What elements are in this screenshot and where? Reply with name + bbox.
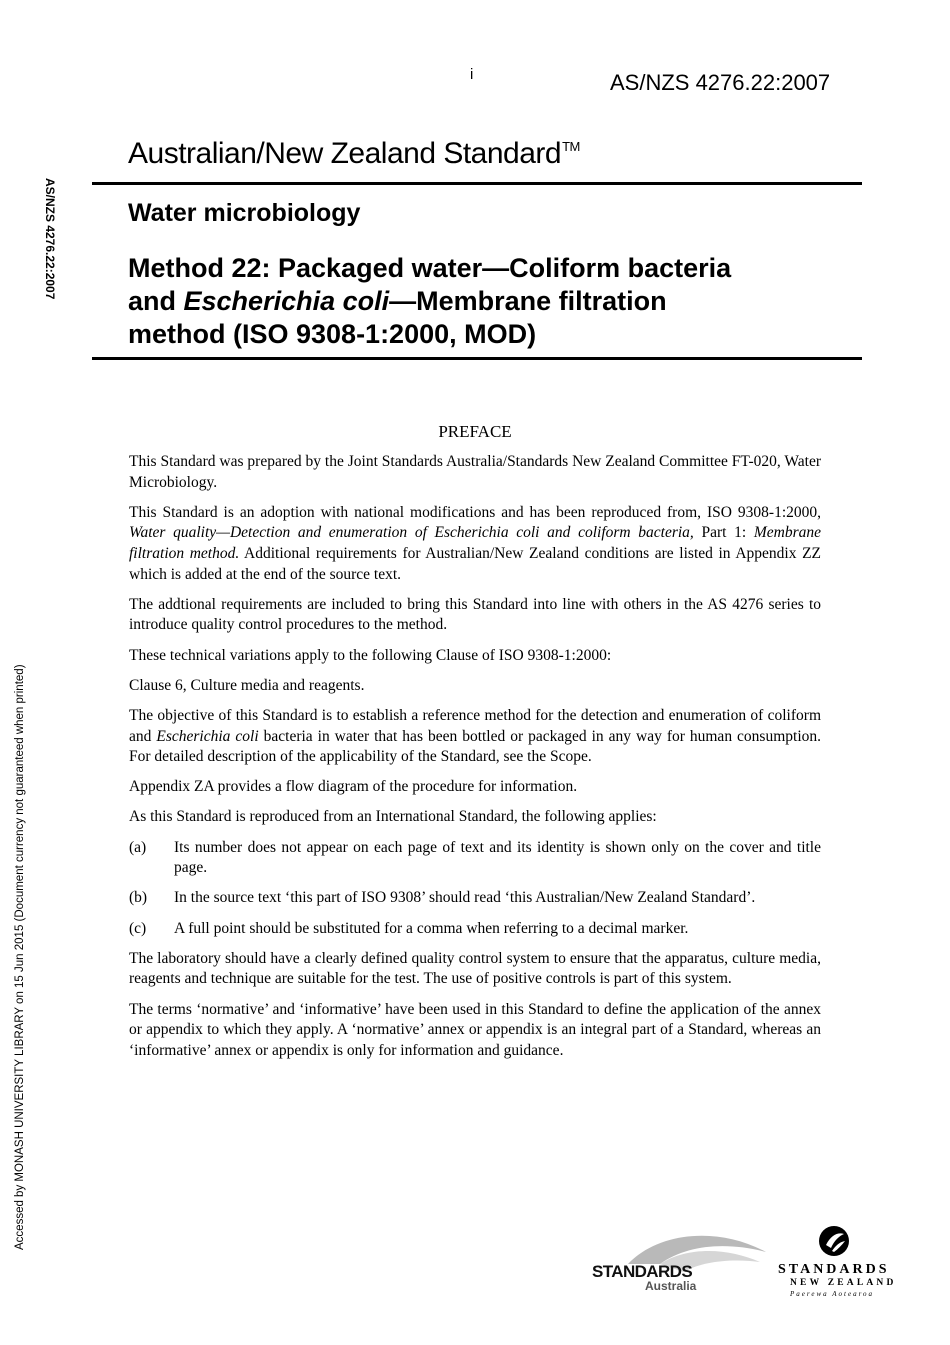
- side-document-code: [35, 178, 65, 338]
- standards-nz-logo-maori: Paerewa Aotearoa: [790, 1290, 875, 1298]
- list-item-text: In the source text ‘this part of ISO 9308’ should read ‘this Australian/New Zealand Standard’.: [174, 889, 756, 907]
- side-code-text: AS/NZS 4276.22:2007: [43, 178, 57, 300]
- page-number: i: [470, 66, 474, 83]
- preface-paragraph: The terms ‘normative’ and ‘informative’ have been used in this Standard to define the application of the annex or appendix to which they apply. A ‘normative’ annex or appendix is an integral part of a Standard, whereas an ‘informative’ annex or appendix is only for information and guidance.: [129, 1000, 821, 1059]
- header-rule-top: [92, 182, 862, 185]
- preface-paragraph: These technical variations apply to the following Clause of ISO 9308-1:2000:: [129, 646, 612, 664]
- document-code: AS/NZS 4276.22:2007: [610, 70, 831, 95]
- preface-body: [129, 452, 821, 1071]
- standards-nz-logo-sub: NEW ZEALAND: [790, 1278, 897, 1288]
- method-line-2: and Escherichia coli—Membrane filtration: [128, 286, 667, 316]
- standards-nz-logo-text: STANDARDS: [778, 1262, 890, 1277]
- preface-heading: PREFACE: [438, 422, 512, 441]
- preface-paragraph: This Standard was prepared by the Joint Standards Australia/Standards New Zealand Committee FT-020, Water Microbiology.: [129, 453, 821, 491]
- standards-australia-logo-sub: Australia: [645, 1279, 697, 1293]
- preface-paragraph: Clause 6, Culture media and reagents.: [129, 676, 365, 694]
- access-note-text: Accessed by MONASH UNIVERSITY LIBRARY on 15 Jun 2015 (Document currency not guaranteed when printed): [14, 664, 26, 1250]
- preface-paragraph: This Standard is an adoption with national modifications and has been reproduced from, ISO 9308-1:2000, Water quality—Detection and enumeration of Escherichia coli and coliform bacteria, Part 1: Membrane filtration method. Additional requirements for Australian/New Zealand conditions are listed in Appendix ZZ which is added at the end of the source text.: [129, 503, 822, 583]
- standards-new-zealand-mark-icon: [817, 1224, 851, 1258]
- header-rule-bottom: [92, 357, 862, 360]
- method-line-1: Method 22: Packaged water—Coliform bacteria: [128, 253, 732, 283]
- standard-type-title: [128, 137, 580, 171]
- list-item-label: (a): [129, 838, 147, 856]
- list-item: [129, 838, 821, 879]
- preface-paragraph: As this Standard is reproduced from an International Standard, the following applies:: [129, 808, 657, 826]
- list-item-label: (c): [129, 919, 147, 937]
- preface-paragraph: Appendix ZA provides a flow diagram of the procedure for information.: [129, 778, 578, 796]
- list-item-text: A full point should be substituted for a comma when referring to a decimal marker.: [174, 919, 689, 937]
- organism-name: Escherichia coli: [183, 286, 390, 316]
- method-line-3: method (ISO 9308-1:2000, MOD): [128, 319, 537, 349]
- method-title: [128, 252, 848, 351]
- list-item-text: Its number does not appear on each page of text and its identity is shown only on the cover and title page.: [174, 838, 821, 877]
- standard-type-text: Australian/New Zealand Standard: [128, 137, 562, 170]
- list-item-label: (b): [129, 889, 148, 907]
- list-item: [129, 919, 821, 940]
- subject-title: Water microbiology: [128, 199, 361, 227]
- preface-paragraph: The laboratory should have a clearly defined quality control system to ensure that the apparatus, culture media, reagents and technique are suitable for the test. The use of positive controls is part of this system.: [129, 949, 821, 988]
- trademark-mark: TM: [562, 139, 580, 154]
- preface-paragraph: The objective of this Standard is to establish a reference method for the detection and enumeration of coliform and Escherichia coli bacteria in water that has been bottled or packaged in any way for human consumption. For detailed description of the applicability of the Standard, see the Scope.: [129, 706, 822, 766]
- list-item: [129, 888, 821, 909]
- standards-australia-logo-text: STANDARDS: [592, 1262, 693, 1281]
- preface-paragraph: The addtional requirements are included to bring this Standard into line with others in the AS 4276 series to introduce quality control procedures to the method.: [129, 595, 821, 634]
- access-watermark: [14, 600, 38, 1250]
